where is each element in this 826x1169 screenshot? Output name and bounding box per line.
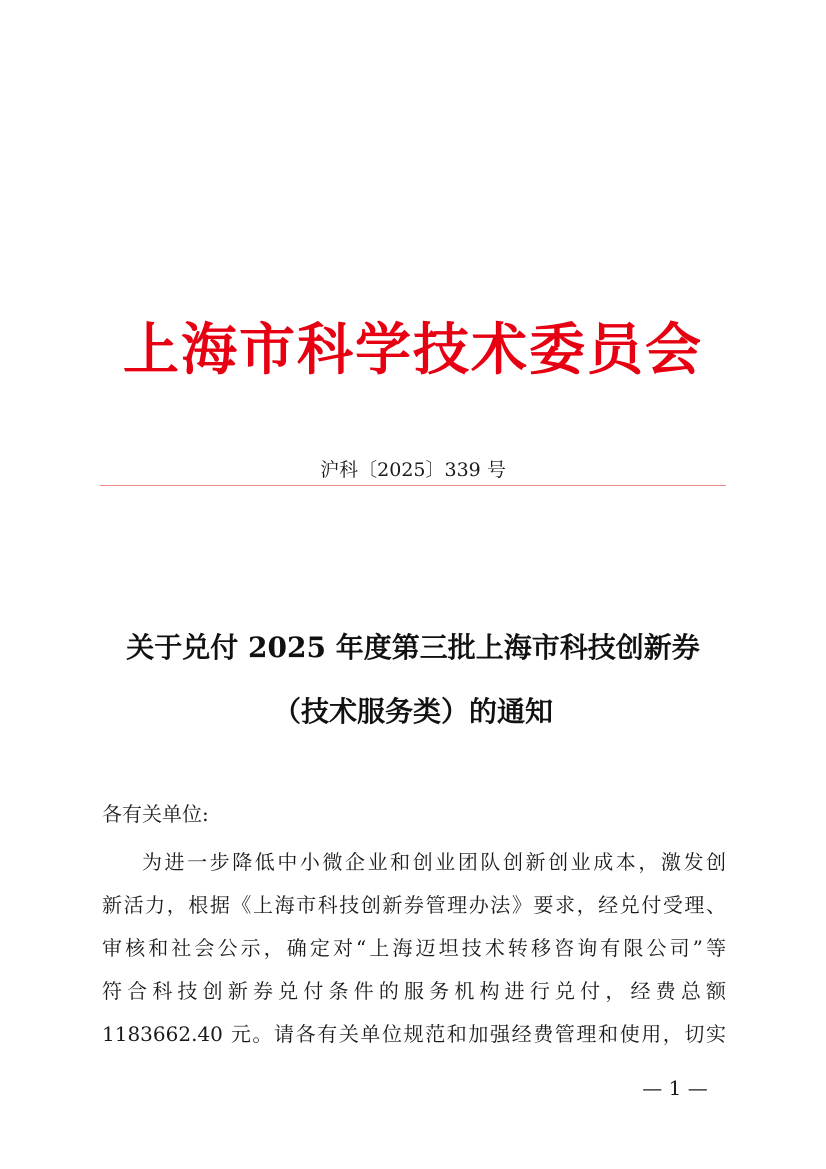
body-line: 1183662.40 元。请各有关单位规范和加强经费管理和使用，切实: [102, 1022, 726, 1046]
body-line: 审核和社会公示，确定对“上海迈坦技术转移咨询有限公司”等: [102, 936, 726, 960]
red-divider-line: [100, 485, 726, 486]
body-line: 符合科技创新券兑付条件的服务机构进行兑付，经费总额: [102, 979, 726, 1003]
page-number: — 1 —: [642, 1076, 708, 1100]
document-number: 沪科〔2025〕339 号: [320, 459, 506, 481]
salutation: 各有关单位:: [102, 802, 209, 826]
notice-title-line-1: 关于兑付 2025 年度第三批上海市科技创新券: [126, 631, 700, 664]
body-text: [102, 841, 726, 1056]
masthead: 上海市科学技术委员会: [123, 317, 703, 383]
body-line: 新活力，根据《上海市科技创新券管理办法》要求，经兑付受理、: [102, 893, 726, 917]
body-line: 为进一步降低中小微企业和创业团队创新创业成本，激发创: [142, 850, 726, 874]
notice-title-line-2: （技术服务类）的通知: [272, 695, 553, 728]
